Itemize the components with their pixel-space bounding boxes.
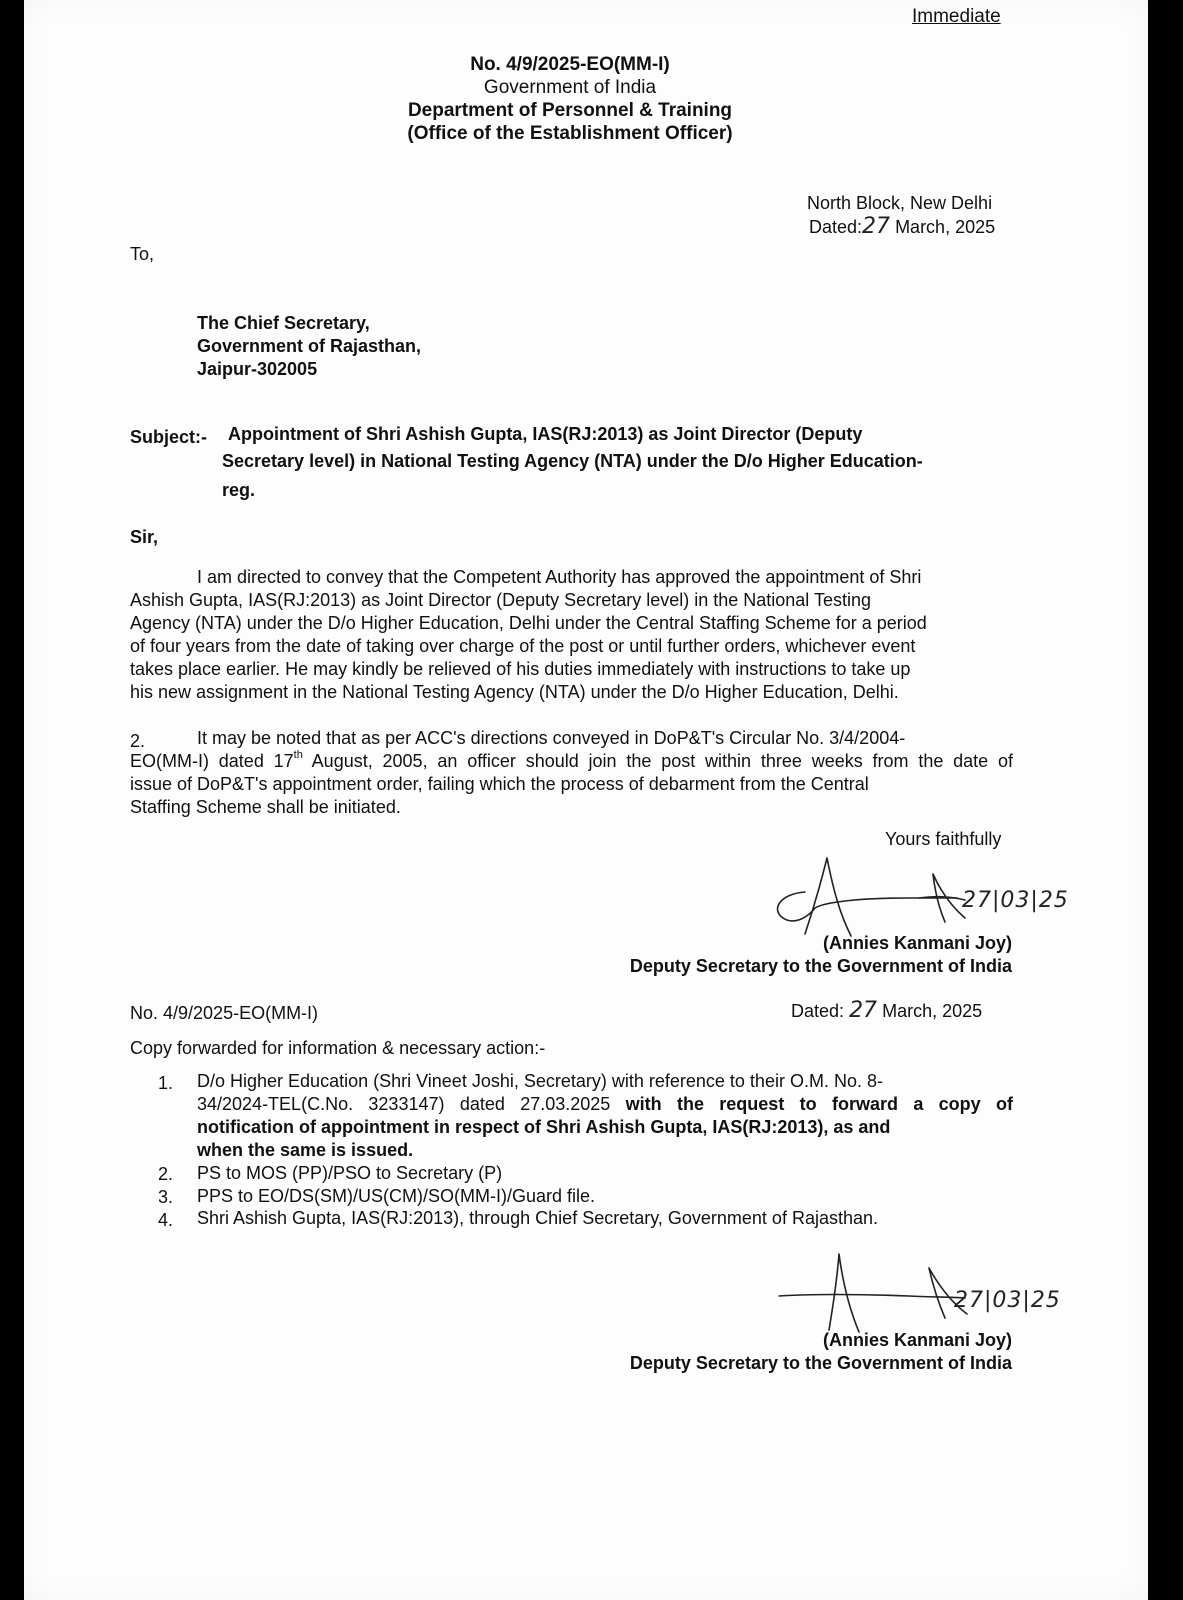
copy-intro: Copy forwarded for information & necessary action:-	[130, 1038, 546, 1058]
copy-item-line: notification of appointment in respect of Shri Ashish Gupta, IAS(RJ:2013), as and	[197, 1117, 891, 1137]
paragraph-1-line: his new assignment in the National Testing Agency (NTA) under the D/o Higher Education, Delhi.	[130, 682, 899, 702]
closing-phrase: Yours faithfully	[885, 829, 1002, 849]
paragraph-1-line: Ashish Gupta, IAS(RJ:2013) as Joint Director (Deputy Secretary level) in the National Testing	[130, 590, 872, 610]
copy-item-line: Shri Ashish Gupta, IAS(RJ:2013), through Chief Secretary, Government of Rajasthan.	[197, 1208, 879, 1228]
ordinal-suffix: th	[293, 749, 303, 761]
copy-handwritten-day: 27	[849, 998, 878, 1023]
copy-date-label: Dated:	[791, 1001, 845, 1021]
handwritten-day: 27	[862, 214, 891, 239]
paragraph-2-line: It may be noted that as per ACC's directions conveyed in DoP&T's Circular No. 3/4/2004-	[197, 728, 906, 748]
paragraph-1-line: takes place earlier. He may kindly be relieved of his duties immediately with instructions to take up	[130, 659, 911, 679]
copy-item-line: PPS to EO/DS(SM)/US(CM)/SO(MM-I)/Guard file.	[197, 1186, 596, 1206]
signatory-name: (Annies Kanmani Joy)	[822, 933, 1012, 953]
copy-item-number: 3.	[158, 1187, 174, 1207]
signatory-designation-2: Deputy Secretary to the Government of India	[629, 1353, 1012, 1373]
signatory-designation: Deputy Secretary to the Government of India	[629, 956, 1012, 976]
subject-line: Appointment of Shri Ashish Gupta, IAS(RJ:2013) as Joint Director (Deputy	[228, 424, 863, 444]
subject-line: reg.	[222, 480, 256, 500]
copy-date-rest: March, 2025	[882, 1001, 983, 1021]
copy-item-line: when the same is issued.	[197, 1140, 414, 1160]
copy-date	[791, 1000, 982, 1022]
date-label: Dated:	[809, 217, 863, 237]
priority-label: Immediate	[912, 6, 1001, 27]
paragraph-2-line: Staffing Scheme shall be initiated.	[130, 797, 401, 817]
salutation: Sir,	[130, 527, 159, 547]
subject-label: Subject:-	[130, 427, 208, 447]
letter-page	[24, 0, 1148, 1600]
department-name: Department of Personnel & Training	[407, 100, 733, 121]
office-name: (Office of the Establishment Officer)	[407, 123, 733, 144]
signature-2-handwritten-date: 27|03|25	[954, 1288, 1061, 1313]
date-month-year: March, 2025	[895, 217, 996, 237]
paragraph-2-text: EO(MM-I) dated 17	[130, 751, 294, 771]
copy-item-text: 34/2024-TEL(C.No. 3233147) dated 27.03.2025	[197, 1094, 626, 1114]
copy-item-line: PS to MOS (PP)/PSO to Secretary (P)	[197, 1163, 503, 1183]
copy-item-number: 4.	[158, 1210, 174, 1230]
to-label: To,	[130, 244, 155, 264]
paragraph-1-line: I am directed to convey that the Competent Authority has approved the appointment of Shri	[197, 567, 922, 587]
paragraph-2-line	[130, 750, 1013, 772]
signatory-name-2: (Annies Kanmani Joy)	[822, 1330, 1012, 1350]
copy-item-text-bold: with the request to forward a copy of	[625, 1094, 1013, 1114]
paragraph-2-text: August, 2005, an officer should join the post within three weeks from the date of	[302, 751, 1014, 771]
copy-item-line: D/o Higher Education (Shri Vineet Joshi, Secretary) with reference to their O.M. No. 8-	[197, 1071, 883, 1091]
paragraph-2-line: issue of DoP&T's appointment order, failing which the process of debarment from the Central	[130, 774, 869, 794]
addressee-line: The Chief Secretary,	[197, 313, 370, 333]
place: North Block, New Delhi	[807, 193, 993, 213]
copy-item-line	[197, 1093, 1013, 1115]
copy-file-number: No. 4/9/2025-EO(MM-I)	[130, 1003, 319, 1023]
copy-item-number: 2.	[158, 1164, 174, 1184]
addressee-line: Government of Rajasthan,	[197, 336, 422, 356]
file-number: No. 4/9/2025-EO(MM-I)	[470, 54, 670, 75]
addressee-line: Jaipur-302005	[197, 359, 318, 379]
subject-line: Secretary level) in National Testing Agency (NTA) under the D/o Higher Education-	[222, 451, 923, 471]
letter-date	[809, 216, 995, 238]
government-name: Government of India	[483, 77, 657, 98]
signature-handwritten-date: 27|03|25	[962, 888, 1069, 913]
copy-item-number: 1.	[158, 1073, 174, 1093]
paragraph-1-line: Agency (NTA) under the D/o Higher Education, Delhi under the Central Staffing Scheme for a period	[130, 613, 927, 633]
paragraph-1-line: of four years from the date of taking over charge of the post or until further orders, whichever event	[130, 636, 916, 656]
paragraph-2-number: 2.	[130, 731, 146, 751]
